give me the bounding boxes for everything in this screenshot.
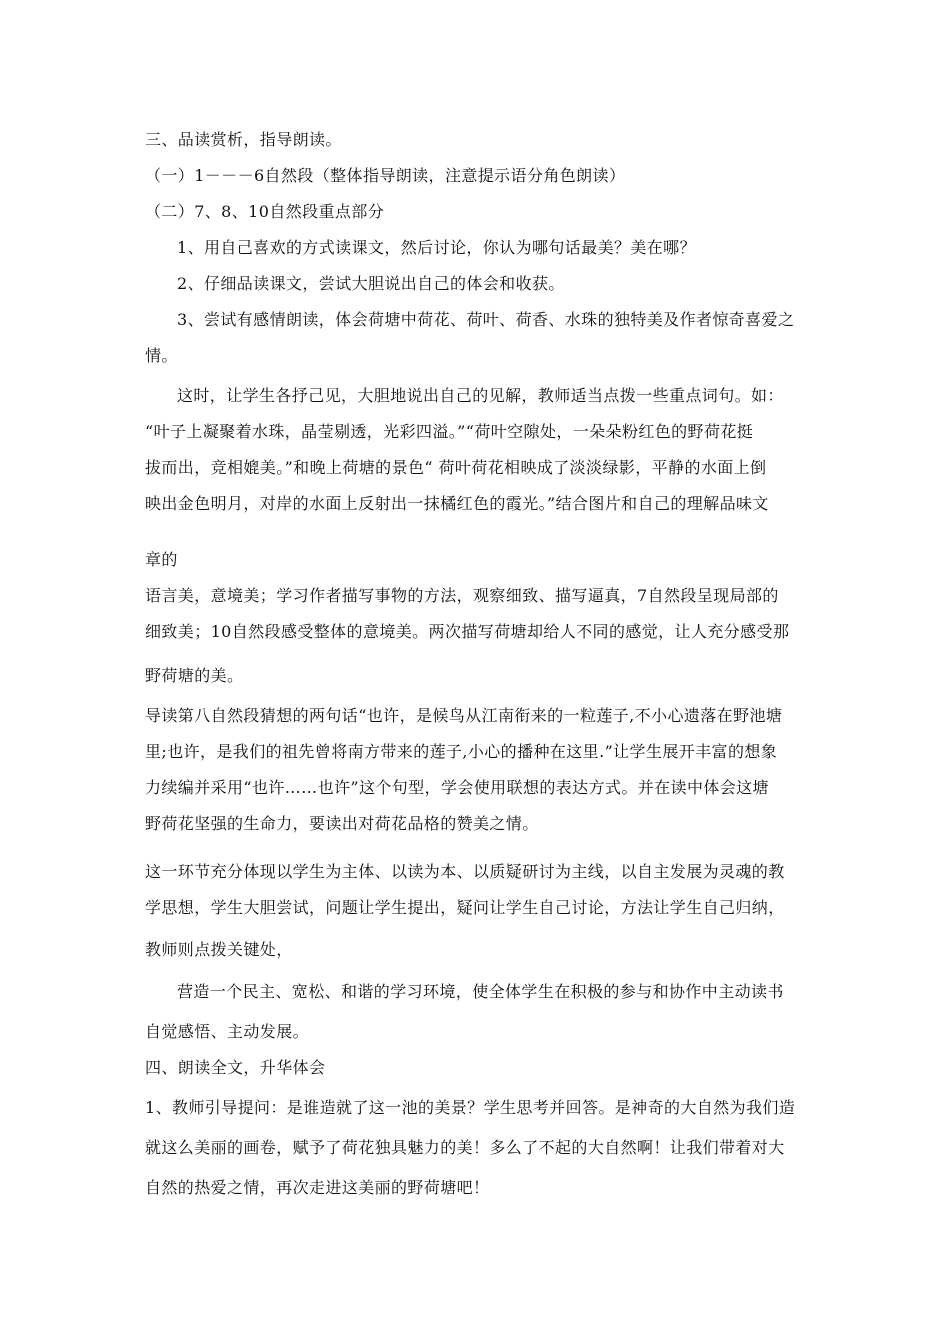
paragraph-line: 野荷塘的美。: [145, 666, 244, 685]
paragraph-line: 力续编并采用“也许……也许”这个句型，学会使用联想的表达方式。并在读中体会这塘: [145, 778, 769, 797]
paragraph-line: 自然的热爱之情，再次走进这美丽的野荷塘吧！: [145, 1178, 490, 1197]
paragraph-line: 学思想，学生大胆尝试，问题让学生提出，疑问让学生自己讨论，方法让学生自己归纳，: [145, 898, 785, 917]
paragraph-line: 野荷花坚强的生命力，要读出对荷花品格的赞美之情。: [145, 814, 539, 833]
step-3: 3、尝试有感情朗读，体会荷塘中荷花、荷叶、荷香、水珠的独特美及作者惊奇喜爱之: [177, 310, 795, 329]
paragraph-line: 这一环节充分体现以学生为主体、以读为本、以质疑研讨为主线，以自主发展为灵魂的教: [145, 862, 785, 881]
paragraph-line: 这时，让学生各抒己见，大胆地说出自己的见解，教师适当点拨一些重点词句。如：: [177, 386, 784, 405]
paragraph-line: 导读第八自然段猜想的两句话“也许，是候鸟从江南衔来的一粒莲子,不小心遗落在野池塘: [145, 706, 783, 725]
paragraph-line: 就这么美丽的画卷，赋予了荷花独具魅力的美！多么了不起的大自然啊！让我们带着对大: [145, 1138, 785, 1157]
paragraph-line: 里;也许，是我们的祖先曾将南方带来的莲子,小心的播种在这里.”让学生展开丰富的想象: [145, 742, 778, 761]
step-1: 1、用自己喜欢的方式读课文，然后讨论，你认为哪句话最美？美在哪？: [177, 238, 696, 257]
paragraph-line: 1、教师引导提问：是谁造就了这一池的美景？学生思考并回答。是神奇的大自然为我们造: [145, 1098, 796, 1117]
paragraph-line: 章的: [145, 550, 178, 569]
paragraph-line: 语言美，意境美；学习作者描写事物的方法，观察细致、描写逼真，7自然段呈现局部的: [145, 586, 779, 605]
paragraph-line: 营造一个民主、宽松、和谐的学习环境，使全体学生在积极的参与和协作中主动读书: [177, 982, 784, 1001]
paragraph-line: 映出金色明月，对岸的水面上反射出一抹橘红色的霞光。”结合图片和自己的理解品味文: [145, 494, 769, 513]
section-heading-3: 三、品读赏析，指导朗读。: [145, 130, 342, 149]
paragraph-line: 拔而出，竞相媲美。”和晚上荷塘的景色“ 荷叶荷花相映成了淡淡绿影，平静的水面上倒: [145, 458, 767, 477]
step-3-continued: 情。: [145, 346, 178, 365]
paragraph-line: “叶子上凝聚着水珠，晶莹剔透，光彩四溢。”“荷叶空隙处，一朵朵粉红色的野荷花挺: [145, 422, 754, 441]
subsection-1: （一）1－－－6自然段（整体指导朗读，注意提示语分角色朗读）: [145, 166, 626, 185]
step-2: 2、仔细品读课文，尝试大胆说出自己的体会和收获。: [177, 274, 565, 293]
paragraph-line: 细致美；10自然段感受整体的意境美。两次描写荷塘却给人不同的感觉，让人充分感受那: [145, 622, 790, 641]
paragraph-line: 自觉感悟、主动发展。: [145, 1022, 310, 1041]
paragraph-line: 教师则点拨关键处，: [145, 940, 293, 959]
section-heading-4: 四、朗读全文，升华体会: [145, 1058, 326, 1077]
subsection-2: （二）7、8、10自然段重点部分: [145, 202, 385, 221]
